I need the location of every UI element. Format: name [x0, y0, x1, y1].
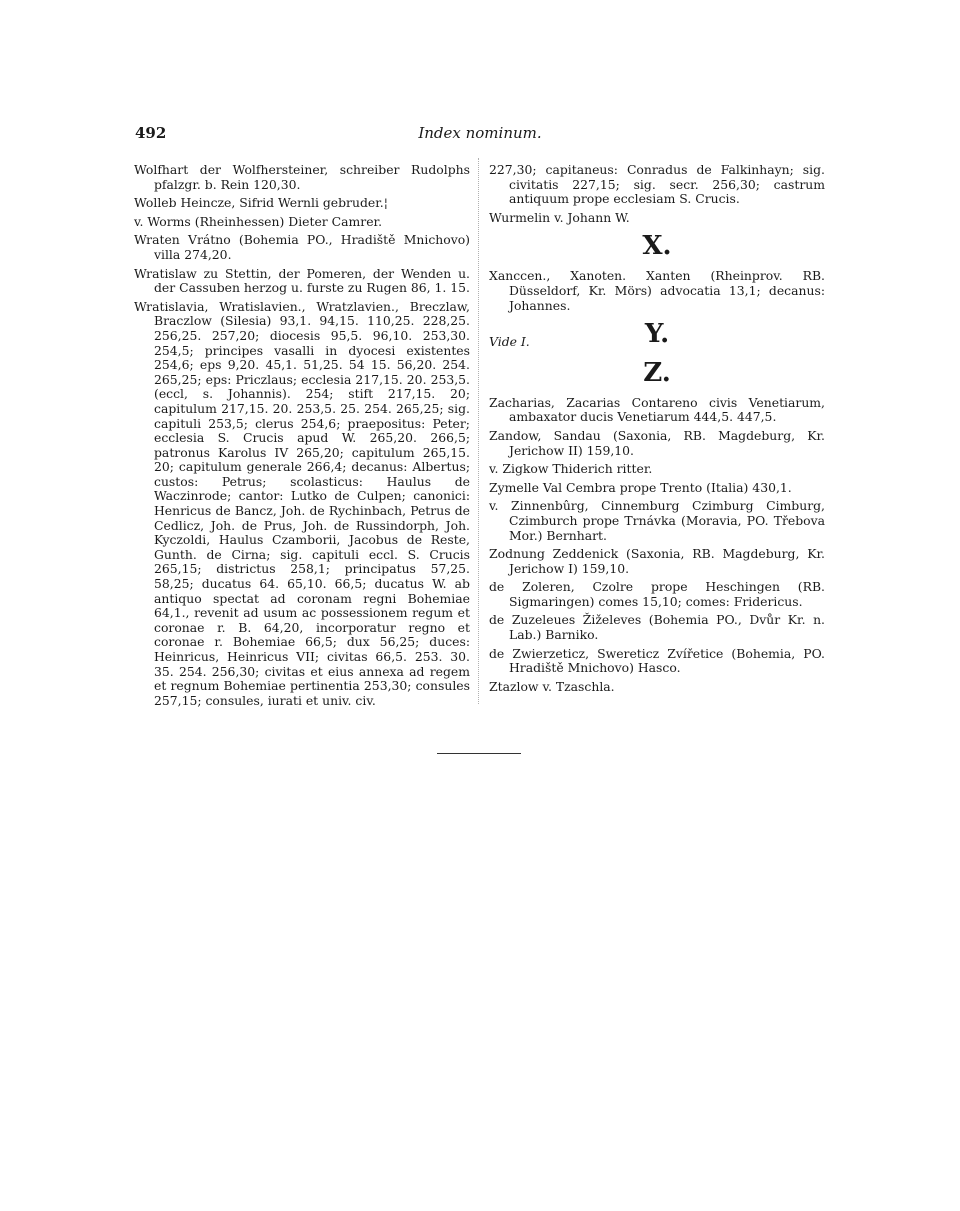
- index-entry: de Zuzeleues Žiželeves (Bohemia PO., Dvůr Kr. n. Lab.) Barniko.: [489, 612, 825, 643]
- section-letter-x: X.: [642, 231, 672, 262]
- index-entry: Wratislaw zu Stettin, der Pomeren, der Wenden u. der Cassuben herzog u. furste zu Rugen 86, 1. 15.: [134, 265, 470, 296]
- index-entry: v. Zigkow Thiderich ritter.: [489, 461, 653, 477]
- index-entry: Zymelle Val Cembra prope Trento (Italia) 430,1.: [489, 479, 792, 495]
- end-rule: [437, 753, 521, 754]
- index-entry: Wratislavia, Wratislavien., Wratzlavien., Breczlaw, Braczlow (Silesia) 93,1. 94,15. 110,25. 228,25. 256,25. 257,20; diocesis 95,5. 96,10. 253,30. 254,5; principes vasalli in dyocesi existentes 254,6; eps 9,20. 45,1. 51,25. 54 15. 56,20. 254. 265,25; eps: Priczlaus; ecclesia 217,15. 20. 253,5. (eccl, s. Johannis). 254; stift 217,15. 20; capitulum 217,15. 20. 253,5. 25. 254. 265,25; sig. capituli 253,5; clerus 254,6; praepositus: Peter; ecclesia S. Crucis apud W. 265,20. 266,5; patronus Karolus IV 265,20; capitulum 265,15. 20; capitulum generale 266,4; decanus: Albertus; custos: Petrus; scolasticus: Haulus de Waczinrode; cantor: Lutko de Culpen; canonici: Henricus de Bancz, Joh. de Rychinbach, Petrus de Cedlicz, Joh. de Prus, Joh. de Russindorph, Joh. Kyczoldi, Haulus Czamborii, Jacobus de Reste, Gunth. de Cirna; sig. capituli eccl. S. Crucis 265,15; districtus 258,1; principatus 57,25. 58,25; ducatus 64. 65,10. 66,5; ducatus W. ab antiquo spectat ad coronam regni Bohemiae 64,1., revenit ad usum ac possessionem regum et coronae r. B. 64,20, incorporatur regno et coronae r. Bohemiae 66,5; dux 56,25; duces: Heinricus, Heinricus VII; civitas 66,5. 253. 30. 35. 254. 256,30; civitas et eius annexa ad regem et regnum Bohemiae pertinentia 253,30; consules 257,15; consules, iurati et univ. civ.: [134, 298, 470, 708]
- page-header: [135, 124, 825, 144]
- cross-reference: Vide I.: [489, 334, 530, 350]
- index-entry: Wolleb Heincze, Sifrid Wernli gebruder.¦: [134, 195, 388, 211]
- index-entry: Wurmelin v. Johann W.: [489, 209, 630, 225]
- index-entry: 227,30; capitaneus: Conradus de Falkinhayn; sig. civitatis 227,15; sig. secr. 256,30; castrum antiquum prope ecclesiam S. Crucis.: [489, 162, 825, 207]
- index-entry: de Zwierzeticz, Swereticz Zvířetice (Bohemia, PO. Hradiště Mnichovo) Hasco.: [489, 645, 825, 676]
- running-title: Index nominum.: [418, 124, 542, 142]
- right-column: [489, 163, 825, 698]
- section-letter-z: Z.: [643, 357, 671, 388]
- column-divider: [478, 158, 479, 704]
- index-entry: Zodnung Zeddenick (Saxonia, RB. Magdeburg, Kr. Jerichow I) 159,10.: [489, 546, 825, 576]
- section-letter-y: Y.: [644, 319, 670, 350]
- index-entry: Zandow, Sandau (Saxonia, RB. Magdeburg, Kr. Jerichow II) 159,10.: [489, 427, 825, 458]
- index-entry: Ztazlow v. Tzaschla.: [489, 678, 615, 694]
- left-column: [134, 163, 470, 712]
- index-entry: v. Worms (Rheinhessen) Dieter Camrer.: [134, 213, 383, 229]
- page-number: 492: [135, 124, 167, 142]
- index-entry: Wolfhart der Wolfhersteiner, schreiber Rudolphs pfalzgr. b. Rein 120,30.: [134, 162, 470, 192]
- index-entry: Wraten Vrátno (Bohemia PO., Hradiště Mnichovo) villa 274,20.: [134, 232, 470, 262]
- index-entry: Xanccen., Xanoten. Xanten (Rheinprov. RB. Düsseldorf, Kr. Mörs) advocatia 13,1; decanus: Johannes.: [489, 268, 825, 313]
- index-entry: Zacharias, Zacarias Contareno civis Venetiarum, ambaxator ducis Venetiarum 444,5. 447,5.: [489, 394, 825, 425]
- index-entry: de Zoleren, Czolre prope Heschingen (RB. Sigmaringen) comes 15,10; comes: Fridericus.: [489, 579, 825, 609]
- index-entry: v. Zinnenbûrg, Cinnemburg Czimburg Cimburg, Czimburch prope Trnávka (Moravia, PO. Třebova Mor.) Bernhart.: [489, 498, 825, 543]
